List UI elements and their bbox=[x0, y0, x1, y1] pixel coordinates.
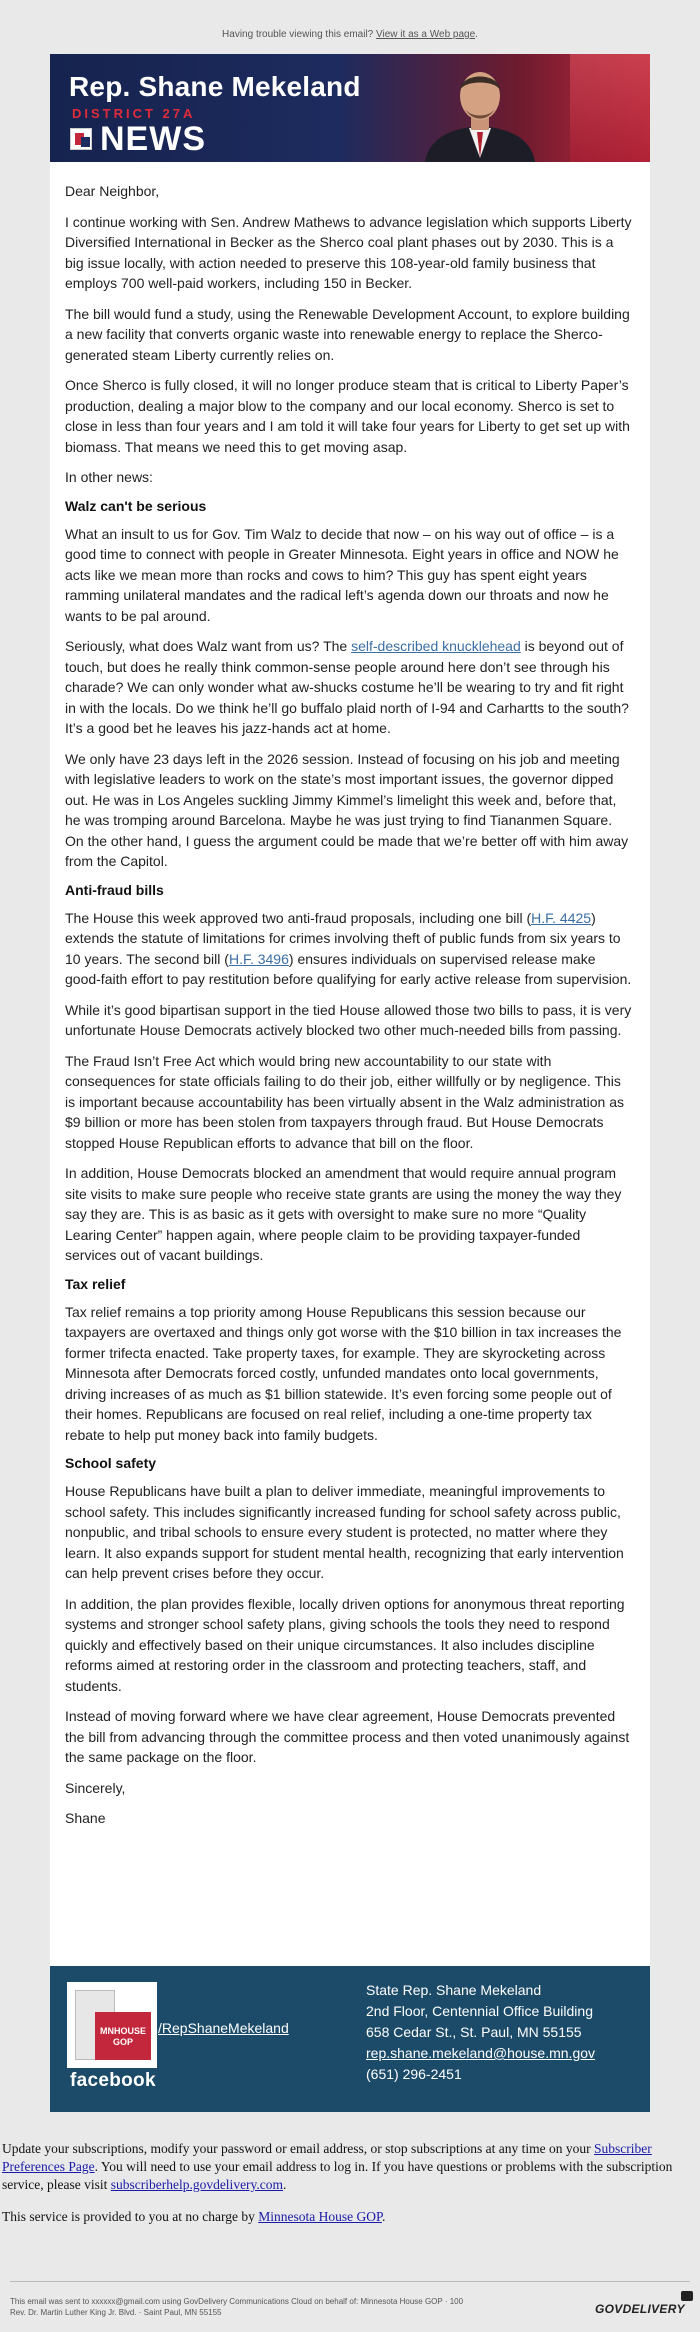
subscription-info bbox=[0, 2140, 700, 2240]
paragraph bbox=[65, 908, 633, 990]
newsletter-banner bbox=[50, 54, 650, 162]
text-span: Seriously, what does Walz want from us? The bbox=[65, 638, 352, 654]
paragraph: While it’s good bipartisan support in the tied House allowed those two bills to pass, it is very unfortunate House Democrats actively blocked two other much-needed bills from passing. bbox=[65, 1001, 632, 1038]
paragraph: Instead of moving forward where we have clear agreement, House Democrats prevented the bill from advancing through the committee process and then voted unanimously against the same package on the floor. bbox=[65, 1708, 630, 1765]
footer-divider bbox=[10, 2281, 690, 2282]
paragraph: The bill would fund a study, using the Renewable Development Account, to explore building a new facility that converts organic waste into renewable energy to replace the Sherco-generated steam Liberty currently relies on. bbox=[65, 305, 630, 363]
representative-portrait bbox=[415, 58, 545, 162]
service-paragraph bbox=[2, 2208, 698, 2226]
view-web-page-link[interactable]: View it as a Web page bbox=[376, 29, 476, 40]
text-span: This service is provided to you at no charge by bbox=[2, 2209, 259, 2224]
contact-name: State Rep. Shane Mekeland bbox=[366, 1982, 542, 1998]
fine-print bbox=[10, 2296, 570, 2318]
paragraph: In addition, House Democrats blocked an amendment that would require annual program site visits to make sure people who receive state grants are using the money the way they say they are. This is as basic as it gets with oversight to make sure no more “Quality Learing Center” happen again, where people claim to be providing taxpayer-funded services out of vacant buildings. bbox=[65, 1165, 622, 1263]
paragraph: Tax relief remains a top priority among House Republicans this session because our taxpayers are overtaxed and things only got worse with the $10 billion in tax increases the former trifecta enacted. Take property taxes, for example. They are skyrocketing across Minnesota after Democrats forced costly, unfunded mandates onto local governments, driving increases of as much as $1 billion statewide. It’s even forcing some people out of their homes. Republicans are focused on real relief, including a one-time property tax rebate to help put money back into family budgets. bbox=[65, 1303, 622, 1443]
text-span: ) ensures individuals on supervised release make good-faith effort to pay restitution before qualifying for early active release from supervision. bbox=[65, 950, 632, 987]
contact-info bbox=[366, 1980, 595, 2085]
hf-4425-link[interactable]: H.F. 4425 bbox=[531, 909, 592, 926]
logo-text: MNHOUSE bbox=[99, 2026, 146, 2036]
text-span: . You will need to use your email address to log in. If you have questions or problems with the subscription service, please visit bbox=[2, 2159, 673, 2192]
fine-print-line: This email was sent to xxxxxx@gmail.com using GovDelivery Communications Cloud on behalf of: Minnesota House GOP · 100 bbox=[10, 2297, 464, 2306]
mn-house-gop-logo[interactable] bbox=[67, 1982, 157, 2068]
signoff: Sincerely, bbox=[65, 1779, 126, 1796]
contact-office: 2nd Floor, Centennial Office Building bbox=[366, 2003, 593, 2019]
govdelivery-logo[interactable]: GOVDELIVERY bbox=[595, 2302, 685, 2316]
paragraph: House Republicans have built a plan to deliver immediate, meaningful improvements to school safety. This includes significantly increased funding for school safety across public, nonpublic, and tribal schools to ensure every student is protected, no matter where they learn. It also expands support for student mental health, recognizing that early intervention can help prevent crises before they occur. bbox=[65, 1483, 624, 1581]
paragraph: In addition, the plan provides flexible, locally driven options for anonymous threat reporting systems and stronger school safety plans, giving schools the tools they need to respond quickly and effectively based on their unique circumstances. It also includes discipline reforms aimed at restoring order in the classroom and protecting teachers, staff, and students. bbox=[65, 1595, 625, 1694]
text-span: is beyond out of touch, but does he really think common-sense people around here don’t see through his charade? We can only wonder what aw-shucks costume he’ll be wearing to try and fit right in with the locals. Do we think he’ll go buffalo plaid north of I-94 and Carhartts to the south? It’s a good bet he leaves his jazz-hands act at home. bbox=[65, 638, 629, 736]
section-heading-tax-relief: Tax relief bbox=[65, 1275, 126, 1292]
contact-phone: (651) 296-2451 bbox=[366, 2066, 462, 2082]
hf-3496-link[interactable]: H.F. 3496 bbox=[228, 950, 289, 967]
paragraph: What an insult to us for Gov. Tim Walz to decide that now – on his way out of office – is a good time to connect with people in Greater Minnesota. Eight years in office and NOW he acts like we mean more than rocks and cows to him? This guy has spent eight years ramming unilateral mandates and the radical left’s agenda down our throats and now he wants to be pal around. bbox=[65, 525, 619, 624]
capitol-building-image bbox=[570, 54, 650, 162]
speech-bubble-icon bbox=[681, 2291, 693, 2301]
newsletter-body bbox=[50, 162, 650, 1966]
contact-footer bbox=[50, 1966, 650, 2112]
fine-print-line: Rev. Dr. Martin Luther King Jr. Blvd. · Saint Paul, MN 55155 bbox=[10, 2308, 222, 2317]
minnesota-house-gop-link[interactable]: Minnesota House GOP bbox=[258, 2209, 382, 2224]
subscriber-help-link[interactable]: subscriberhelp.govdelivery.com bbox=[110, 2177, 284, 2192]
paragraph: The Fraud Isn’t Free Act which would bring new accountability to our state with consequences for state officials failing to do their job, either willfully or by negligence. This is important because accountability has been virtually absent in the Walz administration as $9 billion or more has been stolen from taxpayers through fraud. But House Democrats stopped House Republican efforts to advance that bill on the floor. bbox=[65, 1052, 624, 1151]
mn-flag-icon bbox=[70, 128, 92, 150]
banner-district: DISTRICT 27A bbox=[72, 106, 196, 121]
banner-title: Rep. Shane Mekeland bbox=[69, 71, 361, 102]
paragraph: Once Sherco is fully closed, it will no longer produce steam that is critical to Liberty Paper’s production, dealing a major blow to the company and our local economy. Sherco is set to close in less than four years and I am told it will take four years for Liberty to get set up with biomass. That means we need this to get moving asap. bbox=[65, 377, 630, 455]
paragraph: I continue working with Sen. Andrew Mathews to advance legislation which supports Liberty Diversified International in Becker as the Sherco coal plant phases out by 2030. This is a big issue locally, with action needed to preserve this 108-year-old family business that employs 700 well-paid workers, including 150 in Becker. bbox=[65, 213, 632, 291]
text-span: The House this week approved two anti-fraud proposals, including one bill ( bbox=[65, 909, 532, 926]
text-span: . bbox=[283, 2177, 287, 2192]
greeting: Dear Neighbor, bbox=[65, 183, 160, 199]
facebook-handle-link[interactable]: /RepShaneMekeland bbox=[158, 2020, 289, 2036]
banner-news: NEWS bbox=[100, 120, 206, 158]
text-span: . bbox=[381, 2209, 386, 2224]
trouble-text: Having trouble viewing this email? bbox=[222, 29, 374, 40]
knucklehead-link[interactable]: self-described knucklehead bbox=[351, 638, 521, 654]
paragraph: In other news: bbox=[65, 469, 153, 485]
logo-text: GOP bbox=[112, 2037, 133, 2047]
contact-address: 658 Cedar St., St. Paul, MN 55155 bbox=[366, 2024, 582, 2040]
signature-name: Shane bbox=[65, 1810, 106, 1826]
paragraph: We only have 23 days left in the 2026 session. Instead of focusing on his job and meeting with legislative leaders to work on the state’s most important issues, the governor dipped out. He was in Los Angeles suckling Jimmy Kimmel’s limelight this week and, before that, he was tromping around Barcelona. Maybe he was just trying to find Tiananmen Square. On the other hand, I guess the argument could be made that we’re better off with him away from the Capitol. bbox=[65, 750, 629, 869]
section-heading-school-safety: School safety bbox=[65, 1455, 157, 1471]
text-span: ) extends the statute of limitations for crimes involving theft of public funds from six years to 10 years. The second bill ( bbox=[65, 909, 621, 967]
section-heading-walz: Walz can't be serious bbox=[65, 497, 207, 514]
subscription-paragraph bbox=[2, 2140, 698, 2194]
contact-email-link[interactable]: rep.shane.mekeland@house.mn.gov bbox=[366, 2045, 596, 2061]
subscriber-preferences-link[interactable]: Subscriber Preferences Page bbox=[2, 2141, 652, 2174]
gop-badge bbox=[95, 2012, 151, 2060]
text-span: Update your subscriptions, modify your password or email address, or stop subscriptions at any time on your bbox=[2, 2141, 595, 2156]
trouble-end: . bbox=[475, 29, 478, 40]
paragraph bbox=[65, 636, 633, 739]
section-heading-anti-fraud: Anti-fraud bills bbox=[65, 881, 164, 898]
trouble-viewing-note bbox=[0, 29, 700, 40]
facebook-icon[interactable]: facebook bbox=[70, 2070, 156, 2091]
